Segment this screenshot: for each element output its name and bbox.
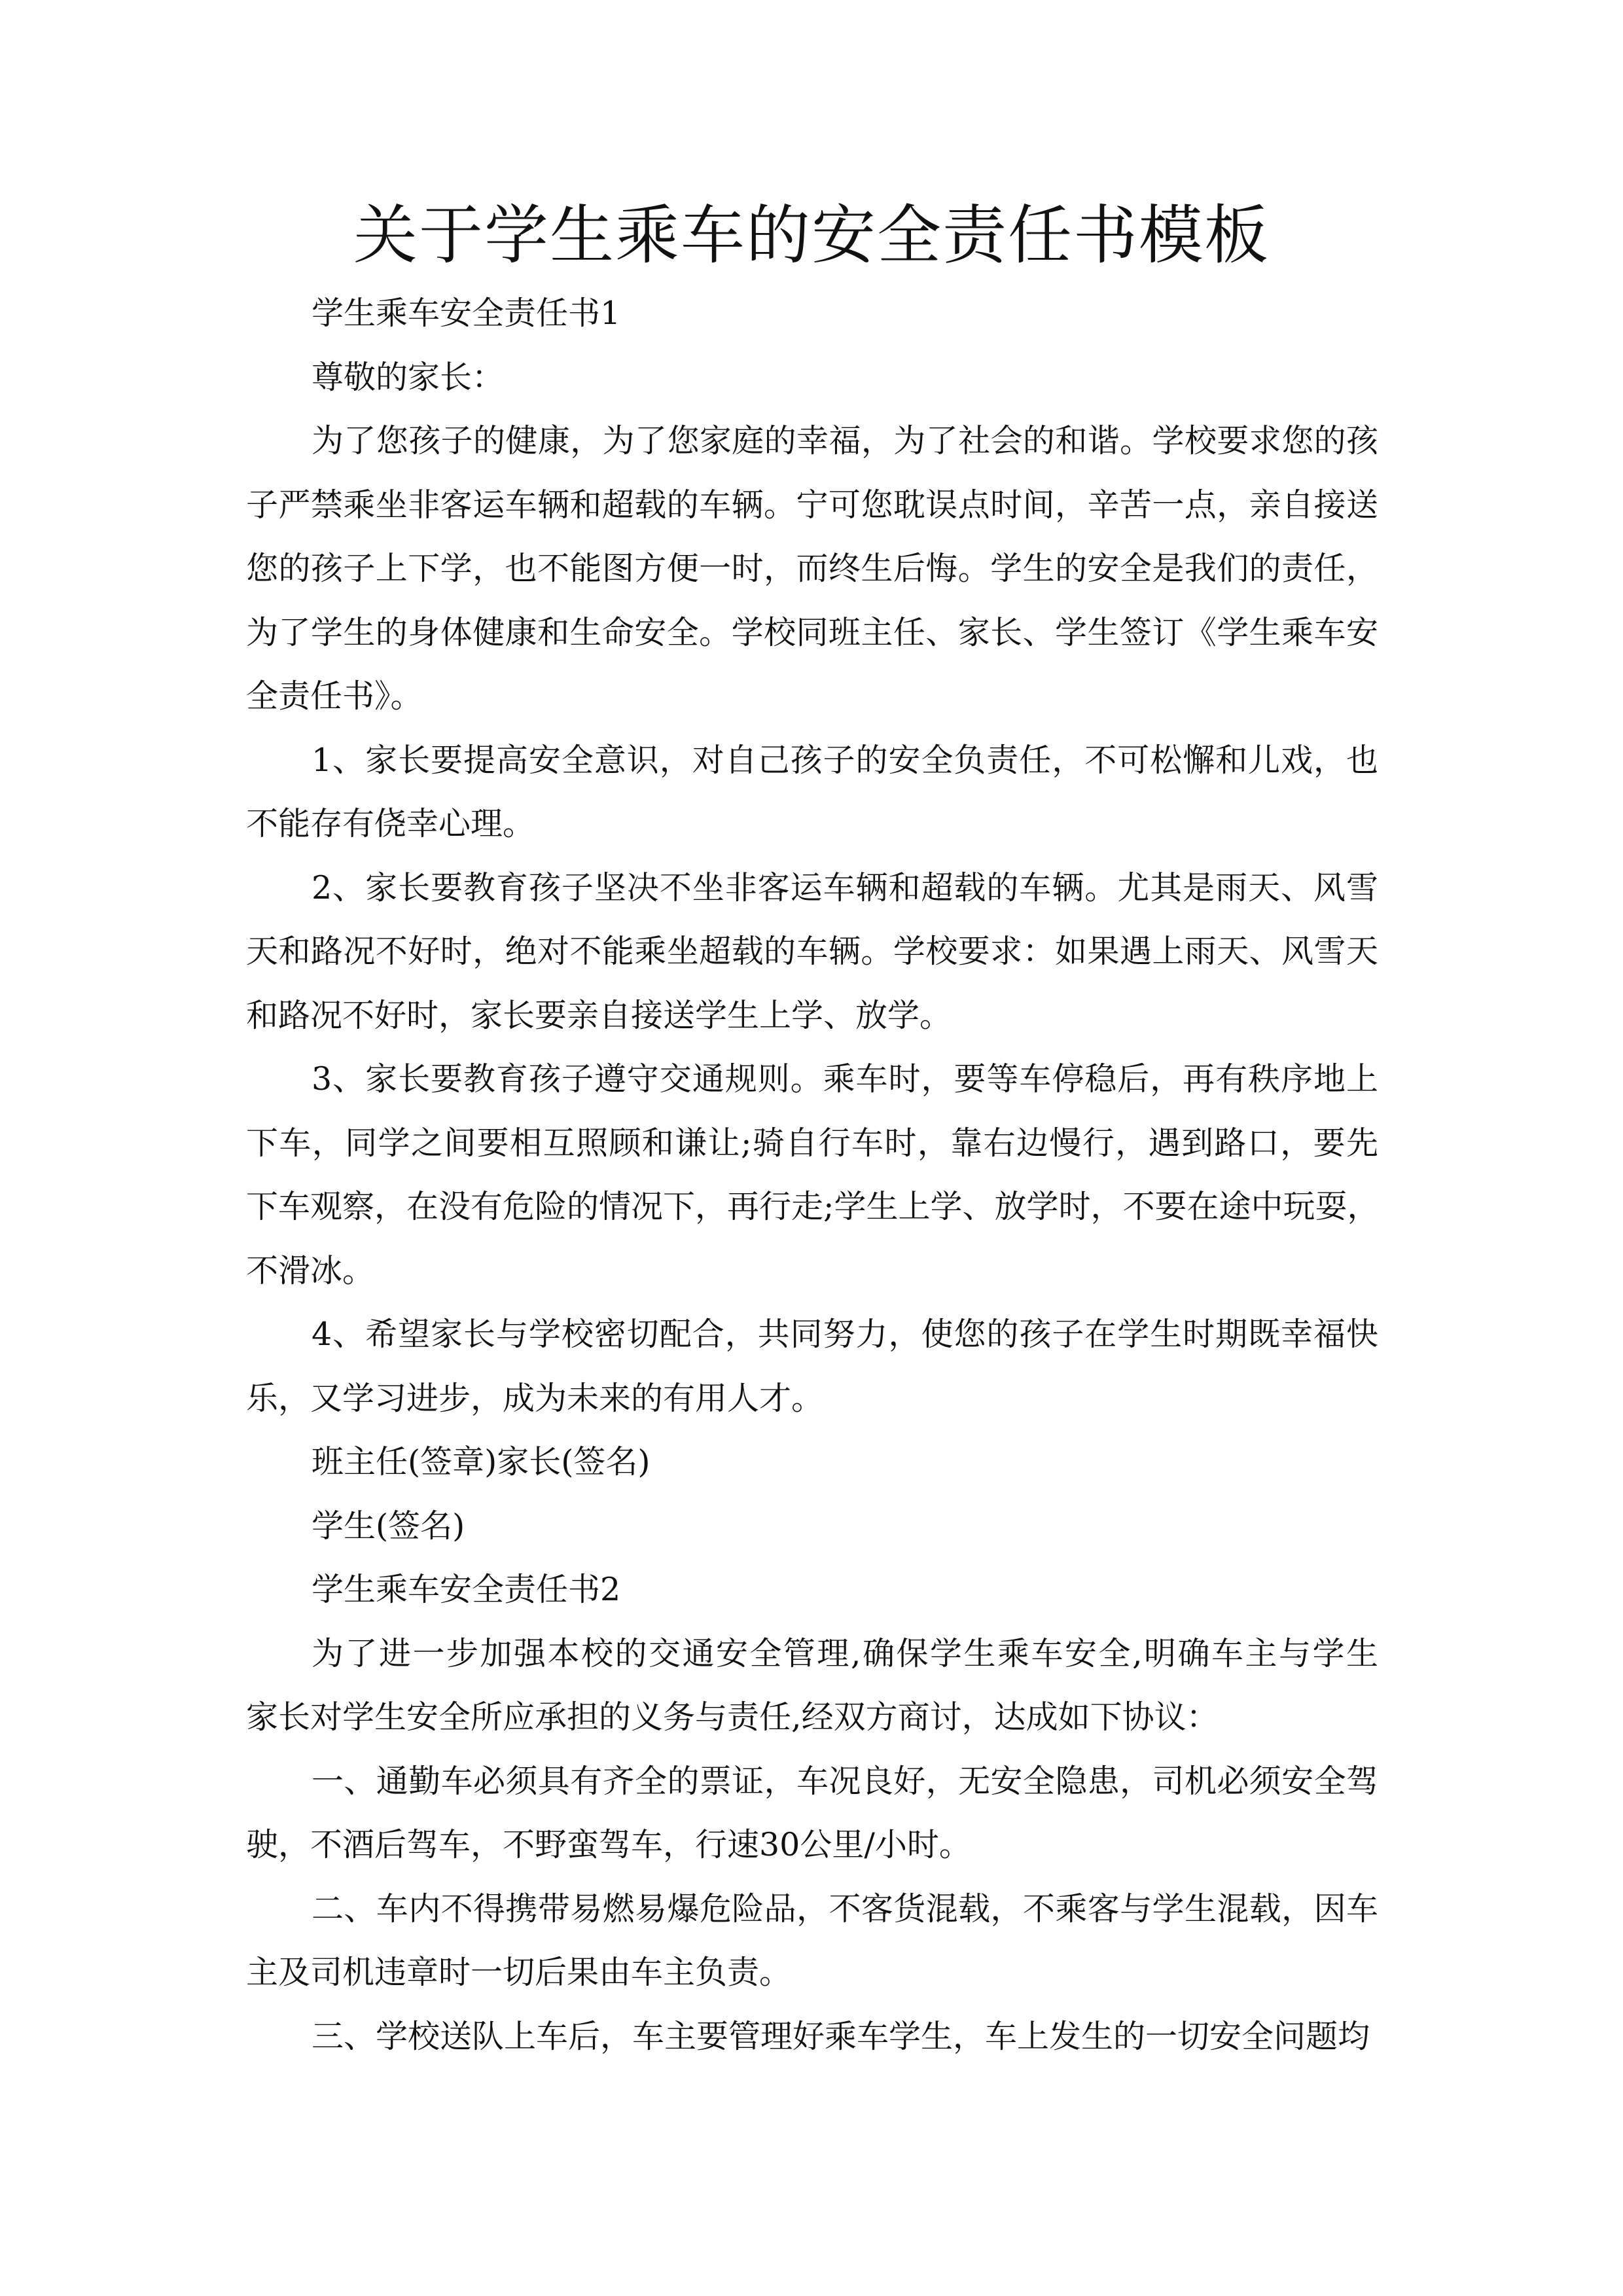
paragraph bbox=[246, 1877, 1378, 2005]
text-line: 主及司机违章时一切后果由车主负责。 bbox=[246, 1954, 792, 1991]
text-line: 下车观察，在没有危险的情况下，再行走;学生上学、放学时，不要在途中玩耍， bbox=[246, 1188, 1380, 1225]
text-line: 班主任(签章)家长(签名) bbox=[312, 1443, 651, 1480]
text-line: 尊敬的家长： bbox=[312, 358, 505, 396]
text-line: 不能存有侥幸心理。 bbox=[246, 805, 535, 842]
paragraph bbox=[246, 1494, 1378, 1558]
paragraph bbox=[246, 856, 1378, 1048]
text-line: 学生(签名) bbox=[312, 1507, 465, 1545]
text-line: 学生乘车安全责任书1 bbox=[312, 295, 621, 332]
text-line: 一、通勤车必须具有齐全的票证，车况良好，无安全隐患，司机必须安全驾 bbox=[312, 1762, 1378, 1800]
text-line: 为了学生的身体健康和生命安全。学校同班主任、家长、学生签订《学生乘车安 bbox=[246, 613, 1378, 651]
paragraph bbox=[246, 1047, 1378, 1302]
paragraph bbox=[246, 1622, 1378, 1749]
paragraph bbox=[246, 409, 1378, 728]
text-line: 家长对学生安全所应承担的义务与责任,经双方商讨，达成如下协议： bbox=[246, 1698, 1219, 1736]
text-line: 为了进一步加强本校的交通安全管理,确保学生乘车安全,明确车主与学生 bbox=[312, 1634, 1378, 1672]
paragraph bbox=[246, 1749, 1378, 1877]
document-title: 关于学生乘车的安全责任书模板 bbox=[353, 198, 1270, 273]
text-line: 全责任书》。 bbox=[246, 677, 423, 715]
text-line: 2、家长要教育孩子坚决不坐非客运车辆和超载的车辆。尤其是雨天、风雪 bbox=[312, 869, 1378, 906]
text-line: 您的孩子上下学，也不能图方便一时，而终生后悔。学生的安全是我们的责任， bbox=[246, 550, 1378, 587]
paragraph bbox=[246, 1558, 1378, 1622]
text-line: 和路况不好时，家长要亲自接送学生上学、放学。 bbox=[246, 996, 952, 1034]
paragraph bbox=[246, 1302, 1378, 1430]
text-line: 三、学校送队上车后，车主要管理好乘车学生，车上发生的一切安全问题均 bbox=[312, 2017, 1370, 2055]
text-line: 二、车内不得携带易燃易爆危险品，不客货混载，不乘客与学生混载，因车 bbox=[312, 1890, 1378, 1928]
text-line: 下车，同学之间要相互照顾和谦让;骑自行车时，靠右边慢行，遇到路口，要先 bbox=[246, 1124, 1378, 1162]
paragraph bbox=[246, 2005, 1378, 2069]
text-line: 不滑冰。 bbox=[246, 1251, 375, 1289]
text-line: 1、家长要提高安全意识，对自己孩子的安全负责任，不可松懈和儿戏，也 bbox=[312, 741, 1378, 779]
text-line: 乐，又学习进步，成为未来的有用人才。 bbox=[246, 1379, 824, 1417]
document-body bbox=[246, 281, 1378, 2068]
paragraph bbox=[246, 281, 1378, 346]
paragraph bbox=[246, 1430, 1378, 1494]
text-line: 为了您孩子的健康，为了您家庭的幸福，为了社会的和谐。学校要求您的孩 bbox=[312, 422, 1378, 459]
paragraph bbox=[246, 728, 1378, 856]
text-line: 天和路况不好时，绝对不能乘坐超载的车辆。学校要求：如果遇上雨天、风雪天 bbox=[246, 933, 1378, 970]
text-line: 驶，不酒后驾车，不野蛮驾车，行速30公里/小时。 bbox=[246, 1826, 971, 1863]
paragraph bbox=[246, 346, 1378, 410]
text-line: 学生乘车安全责任书2 bbox=[312, 1571, 621, 1608]
text-line: 3、家长要教育孩子遵守交通规则。乘车时，要等车停稳后，再有秩序地上 bbox=[312, 1060, 1378, 1098]
text-line: 4、希望家长与学校密切配合，共同努力，使您的孩子在学生时期既幸福快 bbox=[312, 1316, 1378, 1353]
text-line: 子严禁乘坐非客运车辆和超载的车辆。宁可您耽误点时间，辛苦一点，亲自接送 bbox=[246, 486, 1378, 524]
